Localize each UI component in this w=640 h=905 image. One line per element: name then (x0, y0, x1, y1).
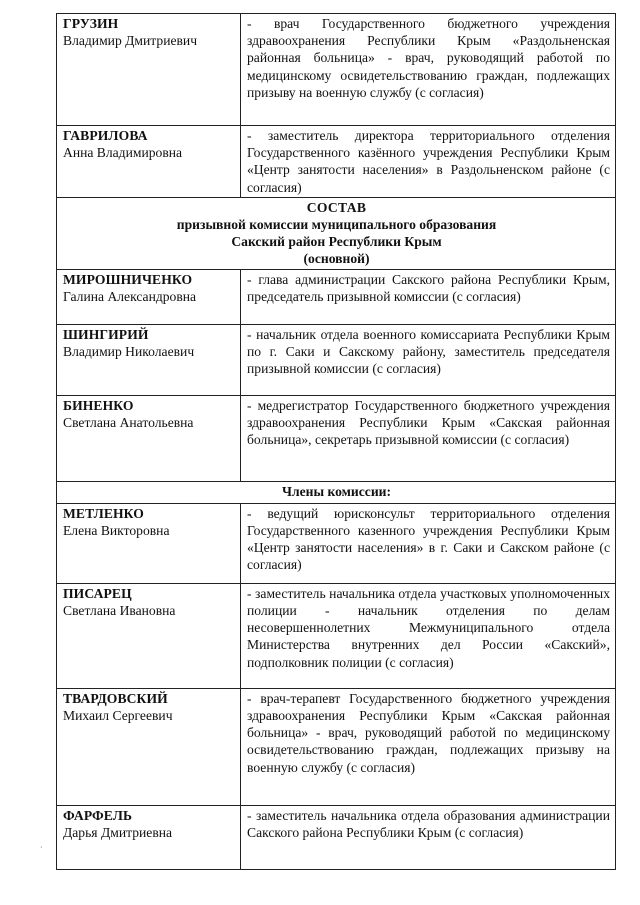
member-given-name: Михаил Сергеевич (63, 708, 173, 724)
member-given-name: Светлана Анатольевна (63, 415, 194, 431)
member-surname: ГРУЗИН (63, 16, 119, 31)
composition-heading (57, 197, 616, 269)
member-role: - заместитель директора территориального отделения Государственного казённого учреждения Республики Крым «Центр занятости населения» в Раздольненском районе (с согласия) (241, 126, 616, 198)
composition-title: СОСТАВ (306, 199, 367, 215)
member-role: - заместитель начальника отдела участковых уполномоченных полиции - начальник отделения по делам несовершеннолетних Межмуниципального отдела Министерства внутренних дел России «Сакский», подполковник полиции (с согласия) (241, 583, 616, 688)
commission-roster-table (56, 13, 616, 870)
table-row (57, 324, 616, 395)
member-given-name: Владимир Дмитриевич (63, 33, 198, 49)
member-role: - ведущий юрисконсульт территориального отделения Государственного казенного учреждения Республики Крым «Центр занятости населения» в г. Саки и Сакском районе (с согласия) (241, 503, 616, 583)
composition-subtitle-line: (основной) (303, 251, 370, 267)
member-given-name: Галина Александровна (63, 289, 197, 305)
member-name-cell (57, 503, 241, 583)
member-role: - медрегистратор Государственного бюджетного учреждения здравоохранения Республики Крым «Сакская районная больница», секретарь призывной комиссии (с согласия) (241, 395, 616, 481)
section-heading-row (57, 481, 616, 503)
member-role: - начальник отдела военного комиссариата Республики Крым по г. Саки и Сакскому району, заместитель председателя призывной комиссии (с согласия) (241, 324, 616, 395)
members-heading: Члены комиссии: (57, 481, 616, 503)
member-surname: МЕТЛЕНКО (63, 505, 144, 521)
member-given-name: Анна Владимировна (63, 145, 183, 161)
table-row (57, 14, 616, 126)
member-name-cell (57, 126, 241, 198)
member-name-cell (57, 14, 241, 126)
section-heading-row (57, 197, 616, 269)
member-role: - заместитель начальника отдела образования администрации Сакского района Республики Крым (с согласия) (241, 805, 616, 869)
member-surname: ФАРФЕЛЬ (63, 807, 133, 823)
member-role: - врач Государственного бюджетного учреждения здравоохранения Республики Крым «Раздольненская районная больница» - врач, руководящий работой по медицинскому освидетельствованию граждан, подлежащих призыву на военную службу (с согласия) (241, 14, 616, 126)
member-role: - врач-терапевт Государственного бюджетного учреждения здравоохранения Республики Крым «Сакская районная больница» - врач, руководящий работой по медицинскому освидетельствованию граждан, подлежащих призыву на военную службу (с согласия) (241, 688, 616, 805)
table-row (57, 126, 616, 198)
scan-speck: · (40, 843, 43, 852)
member-given-name: Дарья Дмитриевна (63, 825, 173, 841)
member-given-name: Елена Викторовна (63, 523, 170, 539)
table-row (57, 269, 616, 324)
member-name-cell (57, 324, 241, 395)
table-row (57, 395, 616, 481)
member-name-cell (57, 269, 241, 324)
table-row (57, 503, 616, 583)
member-role: - глава администрации Сакского района Республики Крым, председатель призывной комиссии (с согласия) (241, 269, 616, 324)
member-given-name: Владимир Николаевич (63, 344, 195, 360)
member-name-cell (57, 805, 241, 869)
table-row (57, 583, 616, 688)
member-surname: БИНЕНКО (63, 397, 134, 413)
composition-subtitle-line: Сакский район Республики Крым (231, 234, 442, 250)
member-surname: ПИСАРЕЦ (63, 585, 132, 601)
member-given-name: Светлана Ивановна (63, 603, 176, 619)
composition-subtitle-line: призывной комиссии муниципального образования (176, 217, 497, 233)
member-surname: ТВАРДОВСКИЙ (63, 690, 168, 706)
member-name-cell (57, 688, 241, 805)
member-surname: ШИНГИРИЙ (63, 326, 149, 342)
table-row (57, 688, 616, 805)
member-surname: ГАВРИЛОВА (63, 128, 148, 143)
member-name-cell (57, 583, 241, 688)
member-surname: МИРОШНИЧЕНКО (63, 271, 193, 287)
table-row (57, 805, 616, 869)
member-name-cell (57, 395, 241, 481)
